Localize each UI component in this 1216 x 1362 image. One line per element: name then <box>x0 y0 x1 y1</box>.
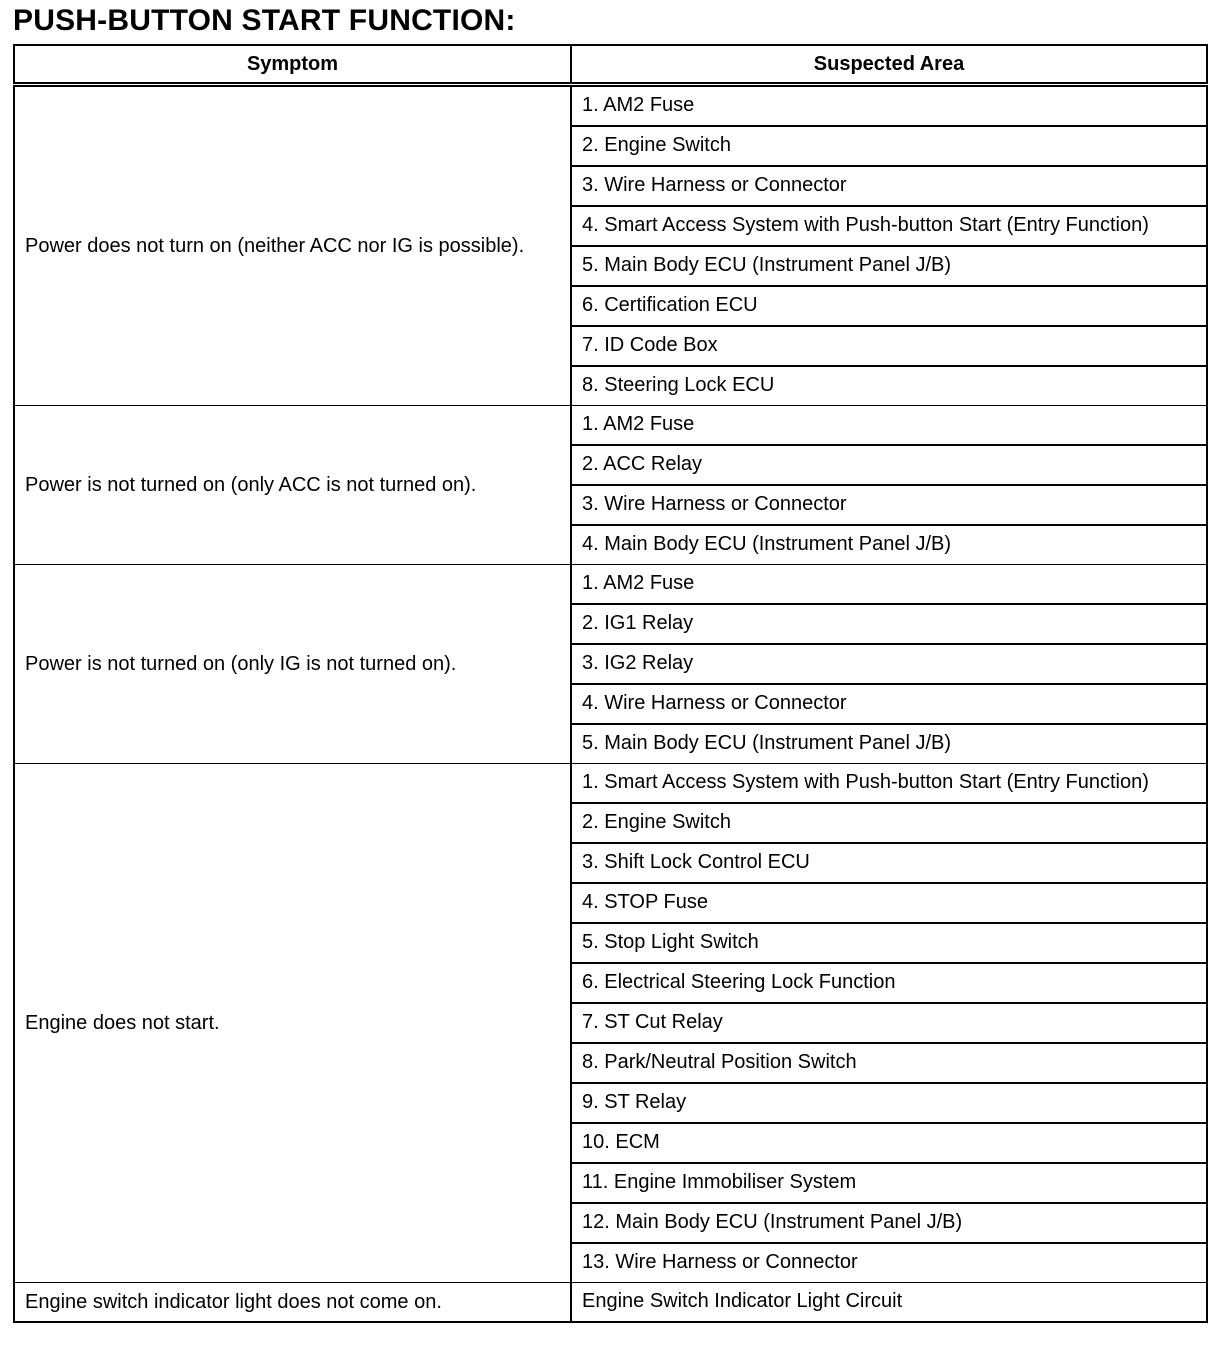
suspected-area-cell: 8. Park/Neutral Position Switch <box>571 1043 1207 1083</box>
table-row <box>14 85 1207 127</box>
suspected-area-cell: 8. Steering Lock ECU <box>571 366 1207 406</box>
table-row <box>14 764 1207 804</box>
suspected-area-cell: 2. Engine Switch <box>571 803 1207 843</box>
page-title: PUSH-BUTTON START FUNCTION: <box>13 4 516 37</box>
suspected-area-cell: 5. Stop Light Switch <box>571 923 1207 963</box>
suspected-area-cell: Engine Switch Indicator Light Circuit <box>571 1283 1207 1323</box>
suspected-area-header: Suspected Area <box>571 45 1207 85</box>
symptom-cell: Power is not turned on (only IG is not turned on). <box>14 565 571 764</box>
symptom-cell: Engine does not start. <box>14 764 571 1283</box>
symptom-cell: Engine switch indicator light does not come on. <box>14 1283 571 1323</box>
symptom-cell: Power does not turn on (neither ACC nor IG is possible). <box>14 85 571 406</box>
suspected-area-cell: 5. Main Body ECU (Instrument Panel J/B) <box>571 246 1207 286</box>
suspected-area-cell: 6. Certification ECU <box>571 286 1207 326</box>
symptom-table <box>13 44 1208 1323</box>
suspected-area-cell: 9. ST Relay <box>571 1083 1207 1123</box>
suspected-area-cell: 1. Smart Access System with Push-button Start (Entry Function) <box>571 764 1207 804</box>
suspected-area-cell: 2. ACC Relay <box>571 445 1207 485</box>
suspected-area-cell: 6. Electrical Steering Lock Function <box>571 963 1207 1003</box>
symptom-header: Symptom <box>14 45 571 85</box>
suspected-area-cell: 2. Engine Switch <box>571 126 1207 166</box>
suspected-area-cell: 3. Shift Lock Control ECU <box>571 843 1207 883</box>
suspected-area-cell: 7. ST Cut Relay <box>571 1003 1207 1043</box>
suspected-area-cell: 11. Engine Immobiliser System <box>571 1163 1207 1203</box>
table-row <box>14 1283 1207 1323</box>
suspected-area-cell: 1. AM2 Fuse <box>571 85 1207 127</box>
suspected-area-cell: 3. Wire Harness or Connector <box>571 166 1207 206</box>
suspected-area-cell: 3. IG2 Relay <box>571 644 1207 684</box>
suspected-area-cell: 4. STOP Fuse <box>571 883 1207 923</box>
suspected-area-cell: 5. Main Body ECU (Instrument Panel J/B) <box>571 724 1207 764</box>
suspected-area-cell: 4. Wire Harness or Connector <box>571 684 1207 724</box>
suspected-area-cell: 4. Smart Access System with Push-button Start (Entry Function) <box>571 206 1207 246</box>
suspected-area-cell: 2. IG1 Relay <box>571 604 1207 644</box>
suspected-area-cell: 7. ID Code Box <box>571 326 1207 366</box>
table-row <box>14 406 1207 446</box>
table-body <box>14 85 1207 1323</box>
suspected-area-cell: 10. ECM <box>571 1123 1207 1163</box>
suspected-area-cell: 13. Wire Harness or Connector <box>571 1243 1207 1283</box>
suspected-area-cell: 4. Main Body ECU (Instrument Panel J/B) <box>571 525 1207 565</box>
suspected-area-cell: 1. AM2 Fuse <box>571 565 1207 605</box>
header-row <box>14 45 1207 85</box>
table-row <box>14 565 1207 605</box>
suspected-area-cell: 3. Wire Harness or Connector <box>571 485 1207 525</box>
suspected-area-cell: 12. Main Body ECU (Instrument Panel J/B) <box>571 1203 1207 1243</box>
suspected-area-cell: 1. AM2 Fuse <box>571 406 1207 446</box>
symptom-cell: Power is not turned on (only ACC is not turned on). <box>14 406 571 565</box>
